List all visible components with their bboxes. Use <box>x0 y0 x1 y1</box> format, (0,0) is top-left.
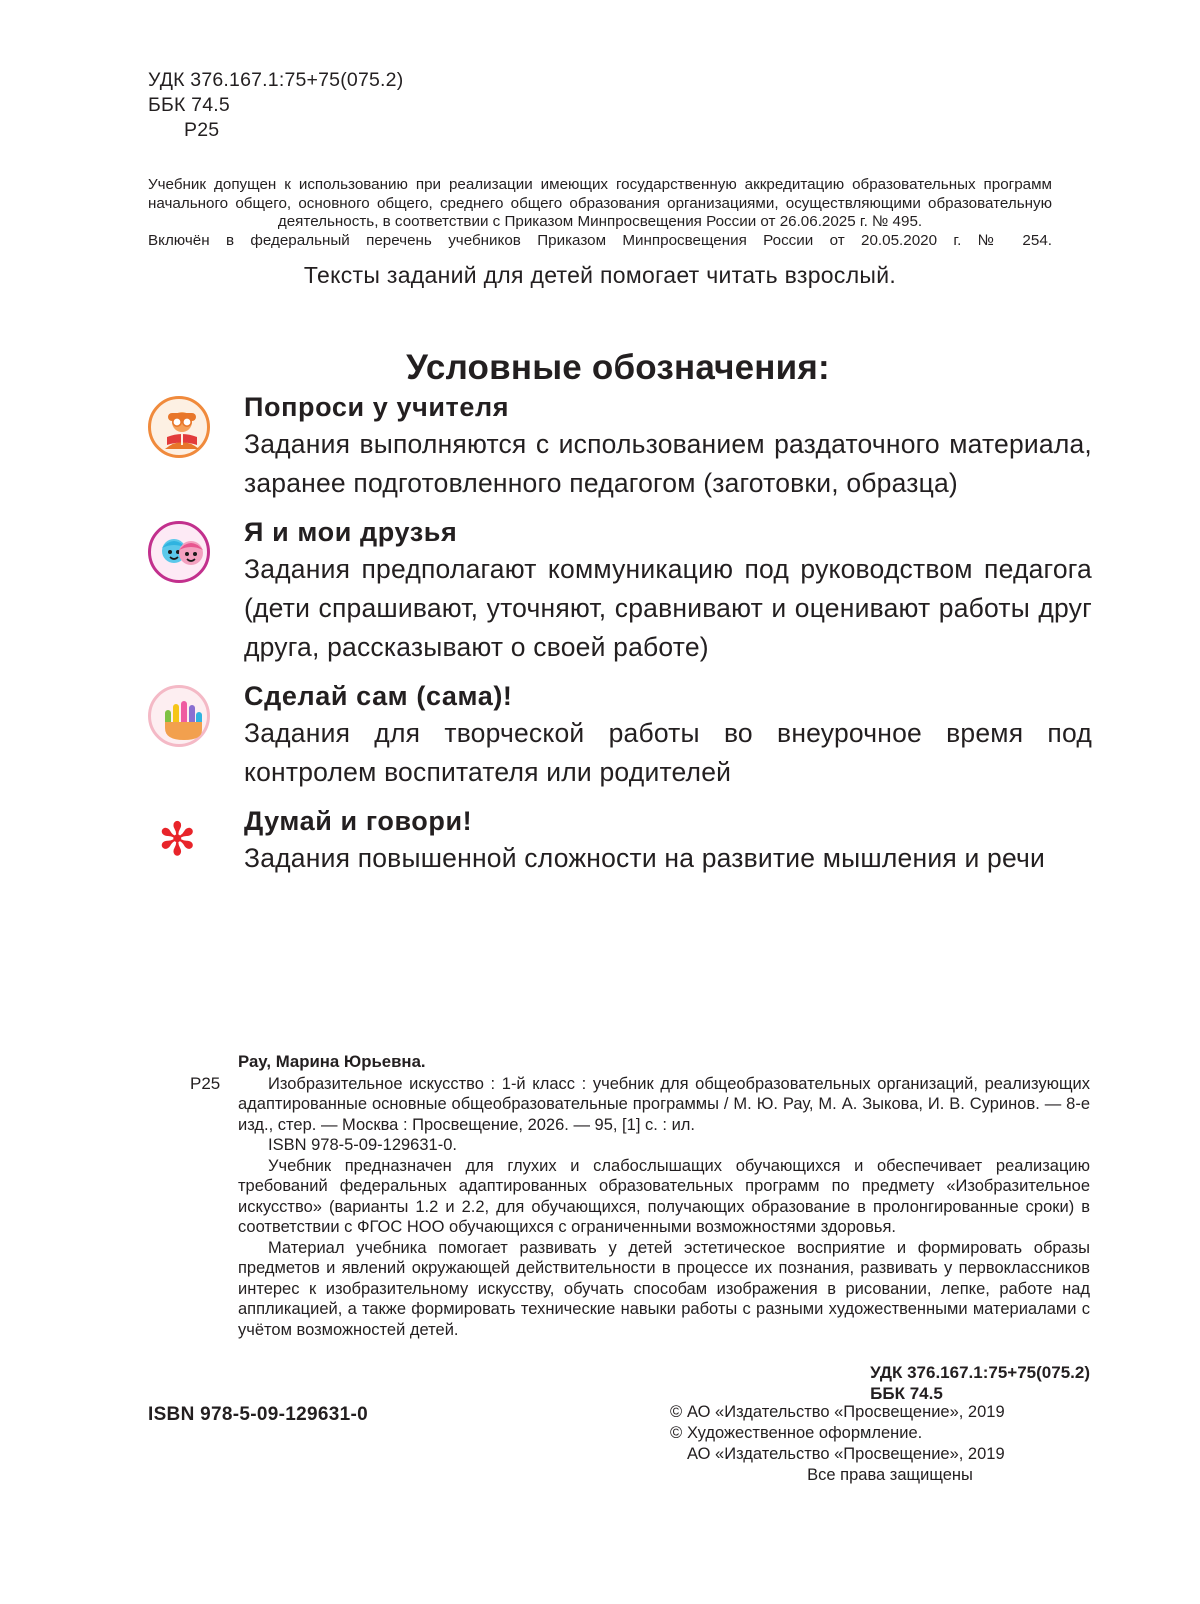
isbn-number: ISBN 978-5-09-129631-0 <box>148 1404 368 1425</box>
card-isbn-inline: ISBN 978-5-09-129631-0. <box>268 1136 457 1154</box>
approval-line-4: Включён в федеральный перечень учебников Приказом Минпросвещения России от 20.05.2020 г. № 254. <box>148 231 1052 249</box>
card-sigla: Р25 <box>190 1074 221 1093</box>
teacher-reading-icon <box>148 396 214 462</box>
bottom-classification-codes <box>870 1362 1090 1404</box>
legend-item-text: Задания для творческой работы во внеурочное время под контролем воспитателя или родителей <box>244 718 1092 787</box>
legend-item <box>148 392 1092 503</box>
copyright-symbol-2: © <box>670 1424 683 1442</box>
legend-item-text: Задания повышенной сложности на развитие мышления и речи <box>244 843 1046 873</box>
legend-item-heading: Думай и говори! <box>244 806 473 836</box>
page-title: Условные обозначения: <box>406 348 830 387</box>
legend-item-text: Задания выполняются с использованием раздаточного материала, заранее подготовленного педагогом (заготовки, образца) <box>244 429 1092 498</box>
card-bibliographic: Изобразительное искусство : 1-й класс : учебник для общеобразовательных организаций, реализующих адаптированные основные общеобразовательные программы / М. Ю. Рау, М. А. Зыкова, И. В. Суринов. — 8-е изд., стер. — Москва : Просвещение, 2026. — 95, [1] с. : ил. <box>238 1074 1090 1134</box>
approval-line-3: деятельность, в соответствии с Приказом Минпросвещения России от 26.06.2025 г. № 495. <box>277 213 923 230</box>
shelf-code: Р25 <box>184 119 220 141</box>
bottom-bbk-code: ББК 74.5 <box>870 1384 943 1403</box>
copyright-block <box>670 1402 1090 1486</box>
card-annotation-1: Учебник предназначен для глухих и слабослышащих обучающихся и обеспечивает реализацию требований федеральных адаптированных образовательных программ по предмету «Изобразительное искусство» (варианты 1.2 и 2.2, для обучающихся, получающих образование в пролонгированные сроки) в соответствии с ФГОС НОО обучающихся с ограниченными возможностями здоровья. <box>238 1156 1090 1236</box>
legend-item-heading: Сделай сам (сама)! <box>244 681 513 711</box>
catalog-card <box>190 1052 1090 1340</box>
red-asterisk-icon: ✻ <box>158 812 197 866</box>
legend-list <box>148 392 1092 884</box>
colored-hand-icon <box>148 685 214 751</box>
copyright-text-1: АО «Издательство «Просвещение», 2019 <box>687 1403 1005 1421</box>
copyright-text-2: Художественное оформление. <box>687 1424 923 1442</box>
copyright-line-2 <box>670 1423 1090 1444</box>
approval-line-2: начального общего, основного общего, среднего общего образования организациями, осуществляющими образовательную <box>148 194 1052 212</box>
card-author: Рау, Марина Юрьевна. <box>238 1052 426 1071</box>
card-description <box>238 1074 1090 1341</box>
card-annotation-2: Материал учебника помогает развивать у детей эстетическое восприятие и формировать образы предметов и явлений окружающей действительности в процессе их познания, развивать у первоклассников интерес к изобразительному искусству, обучать способам изображения в рисовании, лепке, работе над аппликацией, а также формировать технические навыки работы с разными художественными материалами с учётом возможностей детей. <box>238 1238 1090 1339</box>
two-children-icon <box>148 521 214 587</box>
legend-item <box>148 517 1092 667</box>
copyright-line-3: АО «Издательство «Просвещение», 2019 <box>687 1445 1005 1463</box>
legend-item-heading: Попроси у учителя <box>244 392 510 422</box>
copyright-rights: Все права защищены <box>807 1466 973 1484</box>
legend-item-heading: Я и мои друзья <box>244 517 458 547</box>
legend-item <box>148 681 1092 792</box>
udk-code: УДК 376.167.1:75+75(075.2) <box>148 69 404 91</box>
legend-item-text: Задания предполагают коммуникацию под руководством педагога (дети спрашивают, уточняют, сравнивают и оценивают работы друг друга, рассказывают о своей работе) <box>244 554 1092 662</box>
classification-codes <box>148 68 403 143</box>
bottom-udk-code: УДК 376.167.1:75+75(075.2) <box>870 1363 1090 1382</box>
copyright-symbol: © <box>670 1403 683 1421</box>
copyright-line-1 <box>670 1402 1090 1423</box>
approval-statement <box>148 176 1052 250</box>
approval-line-1: Учебник допущен к использованию при реализации имеющих государственную аккредитацию образовательных программ <box>148 176 1052 193</box>
adult-reading-note: Тексты заданий для детей помогает читать взрослый. <box>303 262 897 288</box>
bbk-code: ББК 74.5 <box>148 94 230 116</box>
legend-item <box>148 806 1092 878</box>
